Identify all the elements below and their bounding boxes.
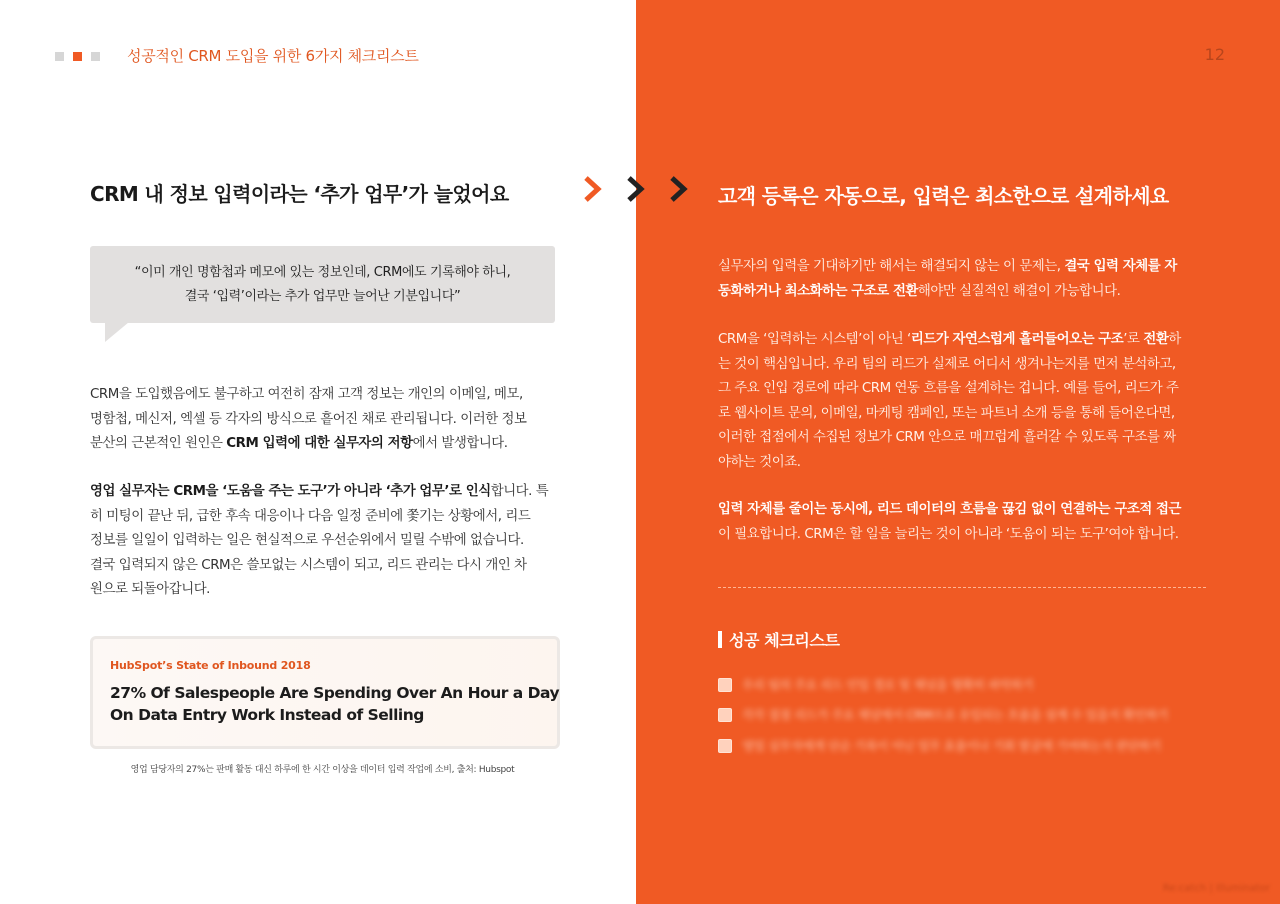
watermark: Re:catch | Illuminator [1162,883,1270,894]
paragraph-line: 원으로 되돌아갑니다. [90,582,210,597]
section-indicator [55,52,100,61]
paragraph-line: 이러한 접점에서 수집된 정보가 CRM 안으로 매끄럽게 흘러갈 수 있도록 구조를 짜 [718,430,1176,445]
paragraph-line: 그 주요 인입 경로에 따라 CRM 연동 흐름을 설계하는 겁니다. 예를 들어, 리드가 주 [718,381,1179,396]
left-page [0,0,636,904]
chevron-right-icon [623,174,651,204]
right-page [636,0,1280,904]
quote-line: 결국 ‘입력’이라는 추가 업무만 늘어난 기분입니다” [184,288,461,304]
emphasis-text: 결국 입력 자체를 자 [1064,259,1177,274]
chevron-right-icon [580,174,608,204]
statistic-line: 27% Of Salespeople Are Spending Over An Hour a Day [110,684,560,702]
emphasis-text: CRM 입력에 대한 실무자의 저항 [226,436,413,451]
paragraph-line: 실무자의 입력을 기대하기만 해서는 해결되지 않는 이 문제는, 결국 입력 자체를 자 [718,259,1177,274]
statistic-text [110,682,559,726]
statistic-caption: 영업 담당자의 27%는 판매 활동 대신 하루에 한 시간 이상을 데이터 입력 작업에 소비, 출처: Hubspot [130,765,515,775]
paragraph-line: 명함첩, 메신저, 엑셀 등 각자의 방식으로 흩어진 채로 관리됩니다. 이러한 정보 [90,411,527,427]
emphasis-text: 영업 실무자는 CRM을 ‘도움을 주는 도구’가 아니라 ‘추가 업무’로 인식 [90,484,491,499]
indicator-dot-active [73,52,82,61]
checkbox[interactable] [718,678,732,692]
checkbox[interactable] [718,708,732,722]
checklist-item-text: 우리 팀의 주요 리드 인입 경로 및 채널을 명확히 파악하기 [742,678,1034,692]
dashed-divider [718,587,1206,588]
emphasis-text: 동화하거나 최소화하는 구조로 전환 [718,283,918,299]
checkbox[interactable] [718,739,732,753]
heading-bar-icon [718,631,722,648]
checklist-item[interactable] [718,706,1168,723]
quote-line: “이미 개인 명함첩과 메모에 있는 정보인데, CRM에도 기록해야 하니, [134,264,511,280]
checklist-item[interactable] [718,676,1033,693]
paragraph-line: 정보를 일일이 입력하는 일은 현실적으로 우선순위에서 밀릴 수밖에 없습니다. [90,533,524,548]
problem-paragraph-2 [90,480,548,603]
page-number: 12 [1204,45,1225,64]
chevron-right-icon [666,174,694,204]
statistic-line: On Data Entry Work Instead of Selling [110,706,424,724]
problem-paragraph-1 [90,383,527,457]
paragraph-line: 로 웹사이트 문의, 이메일, 마케팅 캠페인, 또는 파트너 소개 등을 통해 들어온다면, [718,405,1175,421]
solution-paragraph-3 [718,498,1181,547]
solution-paragraph-2 [718,328,1181,475]
quote-bubble [90,246,555,323]
paragraph-line: 동화하거나 최소화하는 구조로 전환해야만 실질적인 해결이 가능합니다. [718,283,1121,299]
paragraph-line: 히 미팅이 끝난 뒤, 급한 후속 대응이나 다음 일정 준비에 쫓기는 상황에서, 리드 [90,508,531,524]
quote-bubble-tail [105,322,129,342]
emphasis-text: 입력 자체를 줄이는 동시에, 리드 데이터의 흐름을 끊김 없이 연결하는 구조적 접근 [718,502,1181,517]
checklist-heading [718,628,840,651]
paragraph-line: 이 필요합니다. CRM은 할 일을 늘리는 것이 아니라 ‘도움이 되는 도구’여야 합니다. [718,526,1179,542]
statistic-card [90,636,560,749]
checklist-item[interactable] [718,737,1161,754]
paragraph-line: 야하는 것이죠. [718,454,801,470]
checklist-item-text: 각각 접점 리드가 주요 채널에서 CRM으로 유입되는 흐름을 설계 수 있을지 확인하기 [742,708,1169,722]
checklist-title: 성공 체크리스트 [729,631,840,650]
paragraph-line: CRM을 도입했음에도 불구하고 여전히 잠재 고객 정보는 개인의 이메일, 메모, [90,387,523,402]
paragraph-line: 영업 실무자는 CRM을 ‘도움을 주는 도구’가 아니라 ‘추가 업무’로 인식합니다. 특 [90,484,549,499]
document-title: 성공적인 CRM 도입을 위한 6가지 체크리스트 [127,47,419,65]
emphasis-text: 전환 [1143,332,1169,347]
paragraph-line [718,498,1181,523]
paragraph-line: 결국 입력되지 않은 CRM은 쓸모없는 시스템이 되고, 리드 관리는 다시 개인 차 [90,557,527,573]
indicator-dot [55,52,64,61]
paragraph-line: 분산의 근본적인 원인은 CRM 입력에 대한 실무자의 저항에서 발생합니다. [90,436,508,451]
solution-heading: 고객 등록은 자동으로, 입력은 최소한으로 설계하세요 [718,184,1169,208]
indicator-dot [91,52,100,61]
checklist-item-text: 영업 실무자에게 단순 기록이 아닌 업무 효율이나 기회 발굴에 기여하는지 판단하기 [742,739,1162,753]
paragraph-line: 는 것이 핵심입니다. 우리 팀의 리드가 실제로 어디서 생겨나는지를 먼저 분석하고, [718,356,1176,372]
paragraph-line: CRM을 ‘입력하는 시스템’이 아닌 ‘리드가 자연스럽게 흘러들어오는 구조’로 전환하 [718,332,1181,347]
emphasis-text: 리드가 자연스럽게 흘러들어오는 구조 [910,332,1124,347]
statistic-source: HubSpot’s State of Inbound 2018 [110,659,311,672]
problem-heading: CRM 내 정보 입력이라는 ‘추가 업무’가 늘었어요 [90,182,509,206]
solution-paragraph-1 [718,255,1177,304]
